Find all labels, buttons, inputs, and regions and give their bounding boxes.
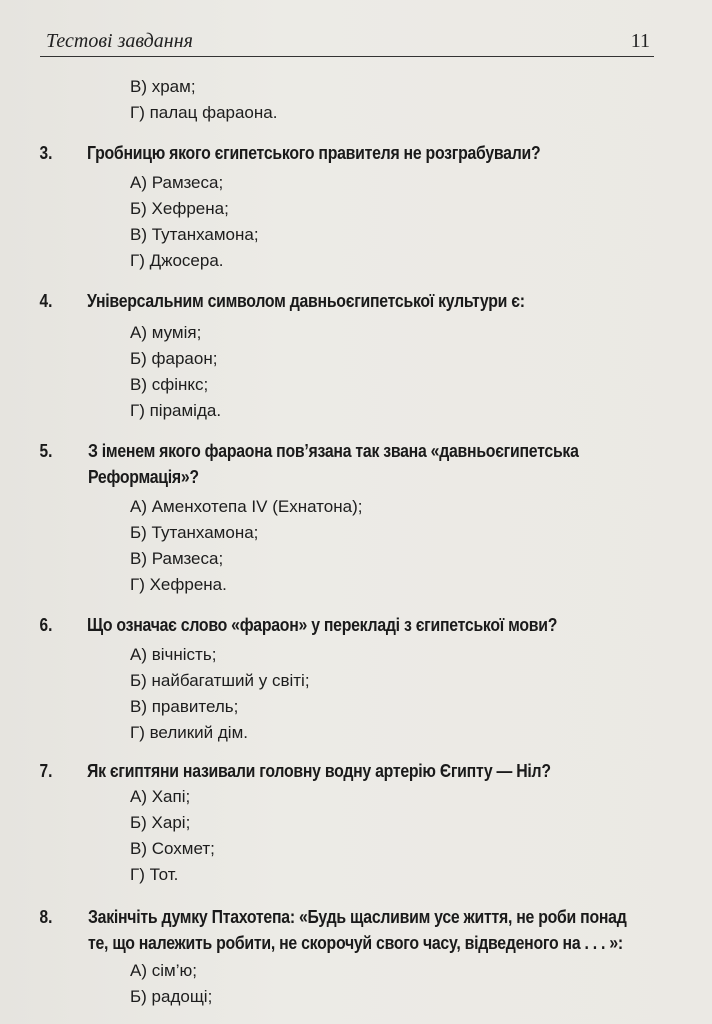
option: В) Тутанхамона;: [130, 225, 259, 244]
option: Г) Тот.: [130, 865, 179, 884]
question-text: Універсальним символом давньоєгипетської культури є:: [87, 291, 526, 311]
header-title: Тестові завдання: [46, 30, 193, 52]
option: В) Рамзеса;: [130, 549, 224, 568]
question-7: [0, 758, 712, 784]
question-text: Що означає слово «фараон» у перекладі з єгипетської мови?: [87, 615, 558, 635]
question-5: [0, 438, 712, 490]
option: Б) Хефрена;: [130, 199, 229, 218]
option: В) правитель;: [130, 697, 239, 716]
option: Б) Тутанхамона;: [130, 523, 259, 542]
option: А) Рамзеса;: [130, 173, 224, 192]
question-text: Як єгиптяни називали головну водну артерію Єгипту — Ніл?: [87, 761, 552, 781]
test-content: [0, 74, 712, 1010]
question-text: Гробницю якого єгипетського правителя не розграбували?: [87, 143, 541, 163]
running-header: [40, 30, 654, 57]
option: А) Аменхотепа IV (Ехнатона);: [130, 497, 363, 516]
option: А) вічність;: [130, 645, 217, 664]
option: Б) Харі;: [130, 813, 191, 832]
question-number: 4.: [39, 291, 53, 311]
question-text: Закінчіть думку Птахотепа: «Будь щасливим усе життя, не роби понад те, що належить робити, не скорочуй свого часу, відведеного на . . . »:: [87, 907, 627, 953]
option: Г) Хефрена.: [130, 575, 227, 594]
option: В) храм;: [130, 77, 196, 96]
option: Б) фараон;: [130, 349, 218, 368]
question-text: З іменем якого фараона пов’язана так звана «давньоєгипетська Реформація»?: [87, 441, 579, 487]
option: В) сфінкс;: [130, 375, 209, 394]
option: В) Сохмет;: [130, 839, 215, 858]
question-4: [0, 288, 712, 314]
question-3: [0, 140, 712, 166]
question-number: 7.: [39, 761, 53, 781]
option: Б) радощі;: [130, 987, 213, 1006]
question-number: 5.: [39, 441, 53, 461]
option: Г) палац фараона.: [130, 103, 278, 122]
option: Г) великий дім.: [130, 723, 248, 742]
option: А) мумія;: [130, 323, 202, 342]
option: Г) піраміда.: [130, 401, 222, 420]
question-number: 8.: [39, 907, 53, 927]
option: Г) Джосера.: [130, 251, 224, 270]
option: Б) найбагатший у світі;: [130, 671, 310, 690]
page-number: 11: [630, 30, 650, 52]
option: А) сім’ю;: [130, 961, 197, 980]
question-number: 6.: [39, 615, 53, 635]
question-8: [0, 904, 712, 956]
question-6: [0, 612, 712, 638]
question-number: 3.: [39, 143, 53, 163]
option: А) Хапі;: [130, 787, 191, 806]
